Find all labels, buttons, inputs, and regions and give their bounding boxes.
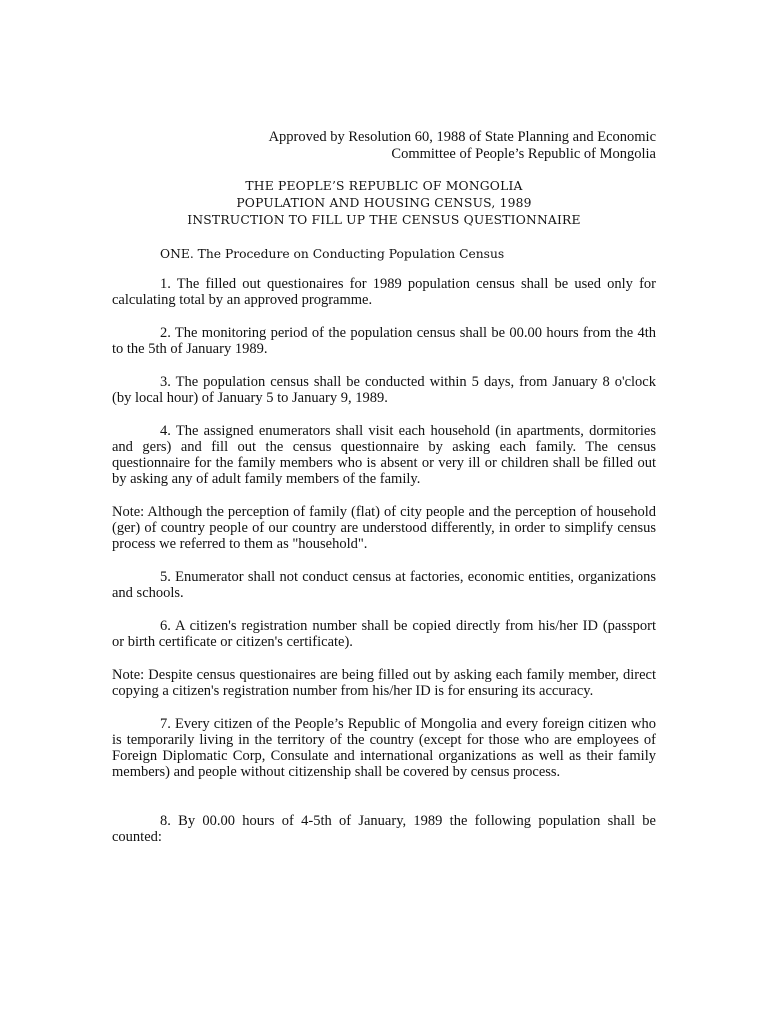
section-heading: ONE. The Procedure on Conducting Population Census — [160, 247, 505, 261]
title-line-2: POPULATION AND HOUSING CENSUS, 1989 — [236, 196, 532, 210]
approval-note — [240, 129, 656, 163]
document-title — [112, 178, 656, 229]
approval-line-1: Approved by Resolution 60, 1988 of State Planning and Economic — [268, 129, 656, 145]
paragraph-2: 2. The monitoring period of the population census shall be 00.00 hours from the 4th to the 5th of January 1989. — [112, 325, 656, 357]
paragraph-5: 5. Enumerator shall not conduct census at factories, economic entities, organizations and schools. — [112, 569, 656, 601]
paragraph-6: 6. A citizen's registration number shall be copied directly from his/her ID (passport or birth certificate or citizen's certificate). — [112, 618, 656, 650]
paragraph-8: 8. By 00.00 hours of 4-5th of January, 1989 the following population shall be counted: — [112, 813, 656, 845]
paragraph-3: 3. The population census shall be conducted within 5 days, from January 8 o'clock (by local hour) of January 5 to January 9, 1989. — [112, 374, 656, 406]
note-1: Note: Although the perception of family (flat) of city people and the perception of household (ger) of country people of our country are understood differently, in order to simplify census process we referred to them as "household". — [112, 504, 656, 552]
paragraph-1: 1. The filled out questionaires for 1989 population census shall be used only for calculating total by an approved programme. — [112, 276, 656, 308]
title-line-3: INSTRUCTION TO FILL UP THE CENSUS QUESTIONNAIRE — [187, 213, 581, 227]
note-2: Note: Despite census questionaires are being filled out by asking each family member, direct copying a citizen's registration number from his/her ID is for ensuring its accuracy. — [112, 667, 656, 699]
approval-line-2: Committee of People’s Republic of Mongolia — [391, 146, 656, 162]
paragraph-4: 4. The assigned enumerators shall visit each household (in apartments, dormitories and gers) and fill out the census questionnaire by asking each family. The census questionnaire for the family members who is absent or very ill or children shall be filled out by asking any of adult family members of the family. — [112, 423, 656, 487]
title-line-1: THE PEOPLE’S REPUBLIC OF MONGOLIA — [245, 179, 523, 193]
paragraph-7: 7. Every citizen of the People’s Republic of Mongolia and every foreign citizen who is temporarily living in the territory of the country (except for those who are employees of Foreign Diplomatic Corp, Consulate and international organizations as well as their family members) and people without citizenship shall be covered by census process. — [112, 716, 656, 780]
